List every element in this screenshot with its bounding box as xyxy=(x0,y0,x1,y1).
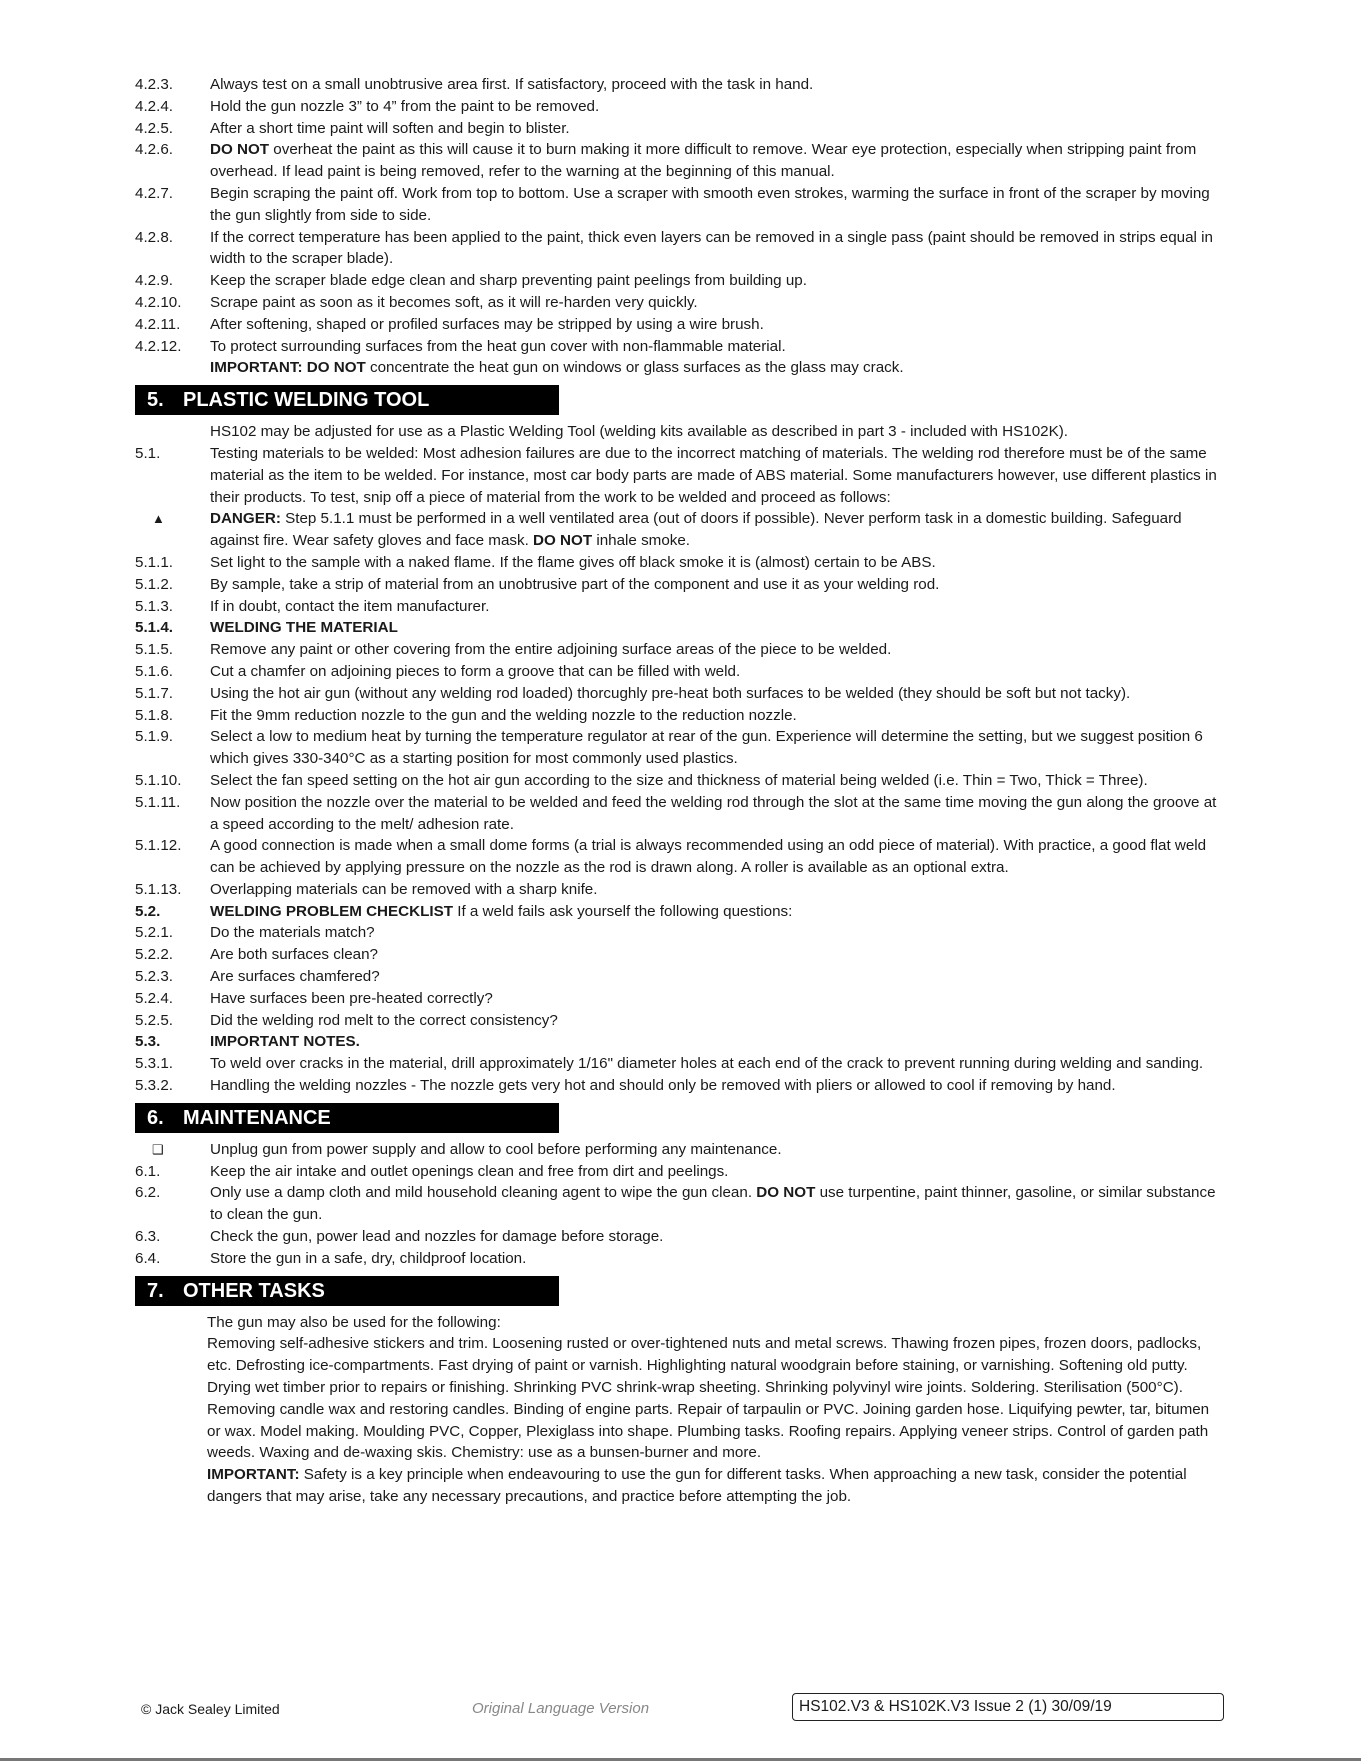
item-text xyxy=(210,1226,1225,1248)
item-text xyxy=(210,421,1225,443)
item-text xyxy=(210,139,1225,183)
item-text xyxy=(210,639,1225,661)
item-number: 5.1.5. xyxy=(135,641,173,659)
item-number: 4.2.9. xyxy=(135,272,173,290)
text-segment: Step 5.1.1 must be performed in a well ventilated area (out of doors if possible). Never perform task in a domestic building. Safeguard against fire. Wear safety gloves and face mask. xyxy=(210,510,1182,550)
list-item xyxy=(135,1075,1225,1097)
item-text xyxy=(210,118,1225,140)
list-item xyxy=(135,1010,1225,1032)
text-segment: Begin scraping the paint off. Work from top to bottom. Use a scraper with smooth even strokes, warming the surface in front of the scraper by moving the gun slightly from side to side. xyxy=(210,184,1210,224)
footer-language-version: Original Language Version xyxy=(472,1700,650,1717)
item-text xyxy=(210,988,1225,1010)
text-segment: If a weld fails ask yourself the following questions: xyxy=(453,902,793,920)
text-segment: overheat the paint as this will cause it to burn making it more difficult to remove. Wear eye protection, especially when stripping paint from overhead. If lead paint is being removed, refer to the warning at the beginning of this manual. xyxy=(210,141,1197,181)
text-segment: Only use a damp cloth and mild household cleaning agent to wipe the gun clean. xyxy=(210,1184,757,1202)
item-text xyxy=(210,357,1225,379)
list-item xyxy=(135,661,1225,683)
item-text xyxy=(210,661,1225,683)
item-number: 5.1.13. xyxy=(135,880,182,898)
item-number: 5.2.5. xyxy=(135,1011,173,1029)
bold-text: DO NOT xyxy=(533,532,593,550)
item-number: 5.3. xyxy=(135,1033,161,1051)
item-number: 5.2.2. xyxy=(135,946,173,964)
item-text xyxy=(210,574,1225,596)
item-number: 4.2.8. xyxy=(135,228,173,246)
text-segment: Cut a chamfer on adjoining pieces to form a groove that can be filled with weld. xyxy=(210,662,741,680)
section-5-title: PLASTIC WELDING TOOL xyxy=(183,389,430,412)
list-item xyxy=(135,1161,1225,1183)
item-text xyxy=(210,966,1225,988)
list-item xyxy=(135,1031,1225,1053)
list-item xyxy=(135,1248,1225,1270)
list-item xyxy=(135,96,1225,118)
important-label: IMPORTANT: xyxy=(207,1466,300,1484)
bold-text: DO NOT xyxy=(210,141,270,159)
bold-text: IMPORTANT NOTES. xyxy=(210,1033,360,1051)
section-5-number: 5. xyxy=(147,389,164,412)
item-number: 5.1.10. xyxy=(135,771,182,789)
item-text xyxy=(210,270,1225,292)
text-segment: After a short time paint will soften and begin to blister. xyxy=(210,119,570,137)
list-item xyxy=(135,726,1225,770)
section-4-continued-list xyxy=(135,74,1225,379)
list-item xyxy=(135,139,1225,183)
list-item xyxy=(135,922,1225,944)
section-7-tasks-paragraph: Removing self-adhesive stickers and trim. Loosening rusted or over-tightened nuts and metal screws. Thawing frozen pipes, frozen doors, padlocks, etc. Defrosting ice-compartments. Fast drying of paint or varnish. Highlighting natural woodgrain before staining, or varnishing. Softening old putty. Drying wet timber prior to repairs or finishing. Shrinking PVC shrink-wrap sheeting. Shrinking polyvinyl wire joints. Soldering. Sterilisation (500°C). Removing candle wax and restoring candles. Binding of engine parts. Repair of tarpaulin or PVC. Joining garden hose. Liquifying pewter, tar, bitumen or wax. Model making. Moulding PVC, Copper, Plexiglass into shape. Plumbing tasks. Roofing repairs. Applying veneer strips. Control of garden path weeds. Waxing and de-waxing skis. Chemistry: use as a bunsen-burner and more. xyxy=(207,1335,1210,1462)
list-item xyxy=(135,988,1225,1010)
item-text xyxy=(210,508,1225,552)
text-segment: concentrate the heat gun on windows or glass surfaces as the glass may crack. xyxy=(365,359,904,377)
item-text xyxy=(210,922,1225,944)
text-segment: Overlapping materials can be removed with a sharp knife. xyxy=(210,880,598,898)
bold-text: DO NOT xyxy=(756,1184,816,1202)
section-7-header xyxy=(135,1276,559,1306)
section-7-important-paragraph xyxy=(207,1464,1225,1508)
list-item xyxy=(135,183,1225,227)
item-number: 5.2.4. xyxy=(135,989,173,1007)
item-number: 5.1.1. xyxy=(135,553,173,571)
list-item xyxy=(135,683,1225,705)
list-item xyxy=(135,552,1225,574)
text-segment: Store the gun in a safe, dry, childproof location. xyxy=(210,1249,527,1267)
item-text xyxy=(210,1161,1225,1183)
item-text xyxy=(210,1031,1225,1053)
item-text xyxy=(210,1075,1225,1097)
item-number: 6.1. xyxy=(135,1162,161,1180)
bold-text: WELDING PROBLEM CHECKLIST xyxy=(210,902,453,920)
item-number: 4.2.12. xyxy=(135,337,182,355)
text-segment: Have surfaces been pre-heated correctly? xyxy=(210,989,493,1007)
text-segment: Now position the nozzle over the material to be welded and feed the welding rod through the slot at the same time moving the gun along the groove at a speed according to the melt/ adhesion rate. xyxy=(210,793,1217,833)
text-segment: If the correct temperature has been applied to the paint, thick even layers can be removed in a single pass (paint should be removed in strips equal in width to the scraper blade). xyxy=(210,228,1213,268)
item-text xyxy=(210,1053,1225,1075)
text-segment: Do the materials match? xyxy=(210,924,375,942)
list-item xyxy=(135,314,1225,336)
item-number: 5.3.2. xyxy=(135,1077,173,1095)
list-item xyxy=(135,792,1225,836)
list-item xyxy=(135,639,1225,661)
list-item xyxy=(135,74,1225,96)
item-text xyxy=(210,74,1225,96)
list-item xyxy=(135,705,1225,727)
item-number: 5.1.8. xyxy=(135,706,173,724)
section-6-title: MAINTENANCE xyxy=(183,1106,331,1129)
item-text xyxy=(210,227,1225,271)
text-segment: Unplug gun from power supply and allow to cool before performing any maintenance. xyxy=(210,1140,782,1158)
list-item xyxy=(135,617,1225,639)
text-segment: Scrape paint as soon as it becomes soft, as it will re-harden very quickly. xyxy=(210,293,698,311)
section-6-number: 6. xyxy=(147,1106,164,1129)
section-6-list xyxy=(135,1139,1225,1270)
text-segment: Testing materials to be welded: Most adhesion failures are due to the incorrect matching of materials. The welding rod therefore must be of the same material as the item to be welded. For instance, most car body parts are made of ABS material. Some manufacturers however, use different plastics in their products. To test, snip off a piece of material from the work to be welded and proceed as follows: xyxy=(210,444,1217,506)
item-number: 4.2.5. xyxy=(135,119,173,137)
item-text xyxy=(210,705,1225,727)
list-item xyxy=(135,574,1225,596)
list-item xyxy=(135,421,1225,443)
footer-copyright: © Jack Sealey Limited xyxy=(141,1701,280,1717)
item-text xyxy=(210,96,1225,118)
item-number: 5.2.3. xyxy=(135,968,173,986)
item-text xyxy=(210,183,1225,227)
section-5-header xyxy=(135,385,559,415)
section-7-title: OTHER TASKS xyxy=(183,1279,325,1302)
item-text xyxy=(210,726,1225,770)
item-text xyxy=(210,292,1225,314)
item-number: 5.1.9. xyxy=(135,728,173,746)
item-text xyxy=(210,835,1225,879)
item-number: 4.2.11. xyxy=(135,315,181,333)
list-item xyxy=(135,1226,1225,1248)
item-text xyxy=(210,1010,1225,1032)
list-item xyxy=(135,336,1225,358)
bold-text: IMPORTANT: DO NOT xyxy=(210,359,366,377)
list-item xyxy=(135,1182,1225,1226)
item-number: 6.2. xyxy=(135,1184,161,1202)
list-item xyxy=(135,879,1225,901)
text-segment: Keep the scraper blade edge clean and sharp preventing paint peelings from building up. xyxy=(210,272,807,290)
text-segment: Are both surfaces clean? xyxy=(210,946,379,964)
item-number: 5.1. xyxy=(135,444,161,462)
item-text xyxy=(210,617,1225,639)
item-number: 5.2. xyxy=(135,902,161,920)
item-number: 4.2.4. xyxy=(135,97,173,115)
list-item xyxy=(135,292,1225,314)
item-number: 5.1.12. xyxy=(135,837,182,855)
item-number: 4.2.10. xyxy=(135,293,182,311)
item-text xyxy=(210,683,1225,705)
list-item xyxy=(135,1139,1225,1161)
item-text xyxy=(210,1182,1225,1226)
item-text xyxy=(210,944,1225,966)
item-number: 5.1.6. xyxy=(135,662,173,680)
text-segment: Always test on a small unobtrusive area first. If satisfactory, proceed with the task in hand. xyxy=(210,76,814,93)
item-number: 4.2.7. xyxy=(135,184,173,202)
page-footer xyxy=(135,1693,1225,1723)
item-text xyxy=(210,552,1225,574)
item-number: 5.1.11. xyxy=(135,793,181,811)
item-text xyxy=(210,443,1225,508)
text-segment: Set light to the sample with a naked flame. If the flame gives off black smoke it is (almost) certain to be ABS. xyxy=(210,553,936,571)
item-text xyxy=(210,1139,1225,1161)
bold-text: DANGER: xyxy=(210,510,281,528)
section-7-intro: The gun may also be used for the following: xyxy=(207,1313,501,1331)
item-number: 4.2.6. xyxy=(135,141,173,159)
warning-triangle-icon: ▲ xyxy=(152,511,165,527)
list-item xyxy=(135,508,1225,552)
list-item xyxy=(135,596,1225,618)
text-segment: To weld over cracks in the material, drill approximately 1/16" diameter holes at each end of the crack to prevent running during welding and sanding. xyxy=(210,1055,1204,1073)
text-segment: After softening, shaped or profiled surfaces may be stripped by using a wire brush. xyxy=(210,315,764,333)
list-item xyxy=(135,835,1225,879)
item-text xyxy=(210,792,1225,836)
item-text xyxy=(210,770,1225,792)
section-7-body xyxy=(135,1312,1225,1508)
item-number: 6.4. xyxy=(135,1249,161,1267)
text-segment: Handling the welding nozzles - The nozzle gets very hot and should only be removed with pliers or allowed to cool if removing by hand. xyxy=(210,1077,1116,1095)
checkbox-bullet-icon: ❑ xyxy=(152,1141,164,1157)
item-text xyxy=(210,1248,1225,1270)
text-segment: If in doubt, contact the item manufacturer. xyxy=(210,597,490,615)
text-segment: Hold the gun nozzle 3” to 4” from the paint to be removed. xyxy=(210,97,600,115)
item-number xyxy=(135,421,210,443)
list-item xyxy=(135,901,1225,923)
text-segment: By sample, take a strip of material from an unobtrusive part of the component and use it as your welding rod. xyxy=(210,575,940,593)
text-segment: Select the fan speed setting on the hot air gun according to the size and thickness of material being welded (i.e. Thin = Two, Thick = Three). xyxy=(210,771,1148,789)
item-text xyxy=(210,901,1225,923)
list-item xyxy=(135,443,1225,508)
text-segment: Remove any paint or other covering from the entire adjoining surface areas of the piece to be welded. xyxy=(210,641,892,659)
list-item xyxy=(135,1053,1225,1075)
item-number: 5.1.7. xyxy=(135,684,173,702)
item-text xyxy=(210,596,1225,618)
text-segment: A good connection is made when a small dome forms (a trial is always recommended using an odd piece of material). With practice, a good flat weld can be achieved by applying pressure on the nozzle as the rod is drawn along. A roller is available as an optional extra. xyxy=(210,837,1207,877)
section-5-list xyxy=(135,421,1225,1097)
text-segment: Select a low to medium heat by turning the temperature regulator at rear of the gun. Experience will determine the setting, but we suggest position 6 which gives 330-340°C as a starting position for most commonly used plastics. xyxy=(210,728,1203,768)
item-number: 5.1.3. xyxy=(135,597,173,615)
item-number: 4.2.3. xyxy=(135,76,173,93)
text-segment: Check the gun, power lead and nozzles for damage before storage. xyxy=(210,1228,664,1246)
item-number: 6.3. xyxy=(135,1228,161,1246)
list-item xyxy=(135,270,1225,292)
text-segment: To protect surrounding surfaces from the heat gun cover with non-flammable material. xyxy=(210,337,786,355)
list-item xyxy=(135,118,1225,140)
list-item xyxy=(135,944,1225,966)
text-segment: Are surfaces chamfered? xyxy=(210,968,380,986)
section-7-number: 7. xyxy=(147,1279,164,1302)
item-number: 5.2.1. xyxy=(135,924,173,942)
item-text xyxy=(210,879,1225,901)
bold-text: WELDING THE MATERIAL xyxy=(210,619,398,637)
important-text: Safety is a key principle when endeavouring to use the gun for different tasks. When approaching a new task, consider the potential dangers that may arise, take any necessary precautions, and practice before attempting the job. xyxy=(207,1466,1187,1506)
text-segment: HS102 may be adjusted for use as a Plastic Welding Tool (welding kits available as described in part 3 - included with HS102K). xyxy=(210,423,1068,441)
list-item xyxy=(135,770,1225,792)
text-segment: inhale smoke. xyxy=(592,532,691,550)
item-number xyxy=(135,357,210,379)
item-text xyxy=(210,336,1225,358)
list-item xyxy=(135,227,1225,271)
footer-document-reference: HS102.V3 & HS102K.V3 Issue 2 (1) 30/09/19 xyxy=(792,1693,1224,1721)
text-segment: Fit the 9mm reduction nozzle to the gun and the welding nozzle to the reduction nozzle. xyxy=(210,706,797,724)
page-content xyxy=(135,74,1225,1508)
text-segment: Keep the air intake and outlet openings clean and free from dirt and peelings. xyxy=(210,1162,729,1180)
list-item xyxy=(135,966,1225,988)
text-segment: Using the hot air gun (without any welding rod loaded) thorcughly pre-heat both surfaces to be welded (they should be soft but not tacky). xyxy=(210,684,1131,702)
item-number: 5.1.4. xyxy=(135,619,173,637)
text-segment: use turpentine, paint thinner, gasoline, or similar substance to clean the gun. xyxy=(210,1184,1216,1224)
list-item xyxy=(135,357,1225,379)
section-6-header xyxy=(135,1103,559,1133)
item-number: 5.1.2. xyxy=(135,575,173,593)
text-segment: Did the welding rod melt to the correct consistency? xyxy=(210,1011,558,1029)
item-text xyxy=(210,314,1225,336)
item-number: 5.3.1. xyxy=(135,1055,173,1073)
